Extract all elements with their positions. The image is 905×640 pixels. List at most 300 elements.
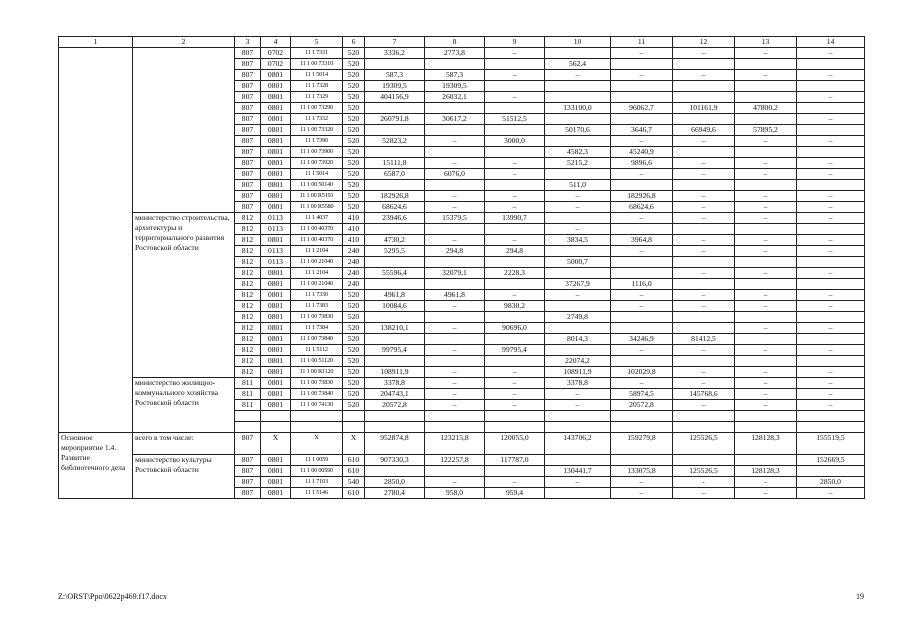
table-cell: – [485,169,545,180]
table-cell: – [673,136,735,147]
table-cell: 11 1 00 50140 [291,180,343,191]
table-cell: – [735,268,797,279]
table-cell: – [673,235,735,246]
table-cell: 11 1 7383 [291,301,343,312]
table-cell: – [485,290,545,301]
table-cell [735,455,797,466]
table-cell: 11 1 4037 [291,213,343,224]
table-cell: X [291,433,343,455]
table-cell: 4582,3 [545,147,611,158]
empty-cell [235,411,261,422]
empty-cell [485,411,545,422]
table-cell: 807 [235,136,261,147]
table-cell: – [797,345,865,356]
table-cell: 20572,8 [611,400,673,411]
table-cell [797,224,865,235]
table-cell: 520 [343,158,365,169]
table-row [59,433,865,444]
table-cell: 50170,6 [545,125,611,136]
table-cell: – [735,191,797,202]
table-cell: 11 1 00 R5580 [291,202,343,213]
table-cell [735,224,797,235]
empty-cell [797,422,865,433]
table-cell: – [485,92,545,103]
table-cell [735,356,797,367]
table-cell: – [797,70,865,81]
table-cell: 240 [343,257,365,268]
empty-cell [133,48,235,213]
table-cell: – [485,367,545,378]
table-cell: – [545,400,611,411]
table-cell: 90696,0 [485,323,545,334]
table-cell: – [735,323,797,334]
table-cell: 812 [235,323,261,334]
table-cell [485,356,545,367]
table-cell: – [673,400,735,411]
table-cell: – [735,169,797,180]
table-cell [611,114,673,125]
executor-cell: всего в том числе: [133,433,235,455]
table-cell: 11 1 00 73830 [291,312,343,323]
table-cell [425,334,485,345]
table-cell: 11 1 00 73320 [291,125,343,136]
table-cell [425,59,485,70]
table-cell: 11 1 00 R1120 [291,367,343,378]
table-cell: 0113 [261,213,291,224]
table-cell [365,147,425,158]
table-cell: 120055,0 [485,433,545,455]
header-cell: 14 [797,37,865,48]
table-cell: – [611,169,673,180]
table-cell: 807 [235,48,261,59]
table-cell: 57895,2 [735,125,797,136]
table-cell: 812 [235,268,261,279]
table-cell: 81412,5 [673,334,735,345]
table-cell [611,323,673,334]
table-cell: – [735,488,797,499]
table-cell: 812 [235,235,261,246]
table-cell: 68624,6 [611,202,673,213]
table-cell: 812 [235,224,261,235]
table-cell [365,279,425,290]
table-cell [425,125,485,136]
table-cell: – [485,400,545,411]
table-cell: 11 1 00 73830 [291,378,343,389]
table-cell: – [735,158,797,169]
table-cell: 807 [235,92,261,103]
table-cell [735,59,797,70]
table-cell [365,180,425,191]
table-cell: – [673,345,735,356]
table-cell: 0801 [261,191,291,202]
table-cell: 11 1 00 40370 [291,235,343,246]
table-cell [673,312,735,323]
table-cell: – [673,290,735,301]
table-cell: – [735,202,797,213]
table-cell: 11 1 00 74130 [291,400,343,411]
table-cell: 10084,6 [365,301,425,312]
table-cell: 294,8 [425,246,485,257]
table-cell: – [485,378,545,389]
table-cell: 9896,6 [611,158,673,169]
table-cell: 66949,6 [673,125,735,136]
table-cell: 511,0 [545,180,611,191]
table-cell: 108911,9 [545,367,611,378]
table-cell: 807 [235,147,261,158]
table-cell: 11 1 2104 [291,246,343,257]
table-cell [485,103,545,114]
table-cell: 812 [235,279,261,290]
empty-cell [673,422,735,433]
table-cell [485,279,545,290]
table-cell [797,356,865,367]
executor-cell: министерство строительства, архитектуры и территориального развития Ростовской области [133,213,235,378]
header-cell: 4 [261,37,291,48]
table-cell: – [425,202,485,213]
table-cell: – [425,136,485,147]
table-cell: 0801 [261,125,291,136]
table-cell: – [425,389,485,400]
table-cell: 102029,8 [611,367,673,378]
table-cell: 34246,9 [611,334,673,345]
table-cell: – [673,169,735,180]
document-page [58,36,864,601]
table-cell: – [485,48,545,59]
header-cell: 5 [291,37,343,48]
table-cell: 0801 [261,301,291,312]
table-cell: 520 [343,114,365,125]
table-cell: 520 [343,367,365,378]
table-cell: 610 [343,455,365,466]
table-cell: 0801 [261,367,291,378]
table-cell [797,59,865,70]
table-cell: 0801 [261,158,291,169]
table-cell: – [735,367,797,378]
table-cell: 15379,5 [425,213,485,224]
executor-cell: министерство жилищно-коммунального хозяйства Ростовской области [133,378,235,433]
table-row [59,455,865,466]
table-cell [797,147,865,158]
empty-cell [291,422,343,433]
table-cell: 410 [343,235,365,246]
table-cell [673,180,735,191]
empty-cell [545,422,611,433]
table-cell: – [673,48,735,59]
table-cell: 128128,3 [735,466,797,477]
table-cell: 19309,5 [425,81,485,92]
table-cell: 4961,8 [425,290,485,301]
table-cell: – [797,235,865,246]
table-cell: 0801 [261,345,291,356]
table-cell: 11 1 7384 [291,323,343,334]
table-cell: 11 1 7103 [291,477,343,488]
table-row [59,48,865,59]
table-cell: 807 [235,81,261,92]
table-cell: 520 [343,147,365,158]
table-cell: 587,3 [425,70,485,81]
table-cell [797,125,865,136]
table-cell: 0113 [261,246,291,257]
table-cell: – [611,48,673,59]
table-cell: 807 [235,466,261,477]
table-cell: 108911,9 [365,367,425,378]
table-cell: 0801 [261,356,291,367]
table-cell: – [425,400,485,411]
table-cell: – [797,213,865,224]
table-cell [545,48,611,59]
budget-table [58,36,865,499]
table-cell: 0801 [261,400,291,411]
table-cell: 0801 [261,180,291,191]
table-cell: – [797,114,865,125]
table-cell: 159279,8 [611,433,673,455]
table-cell: 0113 [261,224,291,235]
table-cell: 0801 [261,169,291,180]
table-cell: – [611,378,673,389]
table-cell: 6587,0 [365,169,425,180]
table-cell: – [425,345,485,356]
table-cell: 807 [235,202,261,213]
table-cell: – [735,213,797,224]
table-cell: – [673,246,735,257]
table-cell: 240 [343,268,365,279]
table-cell: 11 1 00 73840 [291,389,343,400]
table-cell: 11 1 00 73920 [291,158,343,169]
table-cell: 11 1 7330 [291,290,343,301]
table-cell: 520 [343,334,365,345]
table-cell: 404156,9 [365,92,425,103]
header-row [59,37,865,48]
table-cell: 520 [343,356,365,367]
table-cell: – [611,477,673,488]
table-cell [365,466,425,477]
table-cell: – [797,323,865,334]
table-cell [735,312,797,323]
table-cell: 812 [235,301,261,312]
table-cell [545,345,611,356]
table-cell: 5295,5 [365,246,425,257]
file-path: Z:\ORST\Ppo\0622p469.f17.docx [58,592,167,601]
table-cell [673,257,735,268]
table-cell [673,114,735,125]
table-cell: 11 1 00 73310 [291,59,343,70]
table-cell: 520 [343,400,365,411]
table-cell [797,81,865,92]
table-cell: 0801 [261,389,291,400]
table-cell [485,334,545,345]
table-cell: 0801 [261,81,291,92]
table-cell: 152669,5 [797,455,865,466]
table-cell [735,180,797,191]
table-cell: – [735,70,797,81]
table-cell: 812 [235,334,261,345]
table-cell: 11 1 00 73900 [291,147,343,158]
table-cell: – [735,235,797,246]
table-cell: – [545,389,611,400]
table-cell: 807 [235,125,261,136]
empty-cell [735,411,797,422]
table-cell: 23946,6 [365,213,425,224]
table-cell: – [485,477,545,488]
table-cell: 11 1 5014 [291,169,343,180]
table-cell: 51512,5 [485,114,545,125]
header-cell: 1 [59,37,133,48]
table-cell [611,356,673,367]
table-cell: 0801 [261,378,291,389]
table-cell: – [611,301,673,312]
table-cell [611,268,673,279]
table-cell: – [425,235,485,246]
table-cell: – [425,367,485,378]
table-cell: 520 [343,345,365,356]
table-cell: 30617,2 [425,114,485,125]
table-cell: 11 1 00 R5191 [291,191,343,202]
table-cell: – [545,224,611,235]
page-number: 19 [856,592,864,601]
table-cell: 3378,8 [365,378,425,389]
table-cell [673,59,735,70]
table-cell: 2850,0 [797,477,865,488]
header-cell: 8 [425,37,485,48]
table-cell: – [797,92,865,103]
table-cell: 240 [343,246,365,257]
empty-cell [611,422,673,433]
table-cell: 0801 [261,147,291,158]
table-cell [611,312,673,323]
table-cell: 8014,3 [545,334,611,345]
table-cell [735,279,797,290]
table-cell: – [673,488,735,499]
table-cell [545,81,611,92]
table-cell: 11 1 5112 [291,345,343,356]
table-cell: 96062,7 [611,103,673,114]
table-cell: 0801 [261,323,291,334]
table-cell [797,312,865,323]
table-cell: 3378,8 [545,378,611,389]
table-cell: – [545,290,611,301]
table-cell: 807 [235,477,261,488]
table-cell: 145768,6 [673,389,735,400]
table-cell: 807 [235,70,261,81]
table-cell: 520 [343,312,365,323]
header-cell: 11 [611,37,673,48]
table-cell [485,125,545,136]
table-cell: 20572,8 [365,400,425,411]
table-cell: – [797,191,865,202]
empty-cell [797,411,865,422]
table-cell: – [673,158,735,169]
table-cell [611,455,673,466]
empty-cell [485,422,545,433]
table-cell [545,92,611,103]
table-cell [797,466,865,477]
table-cell: 182926,8 [365,191,425,202]
table-cell: – [797,158,865,169]
header-cell: 10 [545,37,611,48]
table-cell [735,147,797,158]
header-cell: 3 [235,37,261,48]
table-cell: 99795,4 [485,345,545,356]
table-cell: – [797,367,865,378]
table-cell: 133100,0 [545,103,611,114]
table-cell: 0801 [261,312,291,323]
table-cell [365,257,425,268]
table-cell: 520 [343,290,365,301]
table-cell [611,92,673,103]
table-cell: 11 1 7390 [291,136,343,147]
header-cell: 7 [365,37,425,48]
empty-cell [261,411,291,422]
table-cell [673,224,735,235]
table-cell: 807 [235,191,261,202]
table-cell: 520 [343,92,365,103]
table-cell [425,147,485,158]
table-cell: 155519,5 [797,433,865,455]
table-cell: – [485,158,545,169]
table-cell [545,114,611,125]
empty-cell [425,411,485,422]
table-cell: – [611,345,673,356]
table-cell: – [425,301,485,312]
table-cell: 807 [235,433,261,455]
table-cell: 562,4 [545,59,611,70]
table-cell: – [797,290,865,301]
table-cell: 0801 [261,235,291,246]
table-cell: 520 [343,389,365,400]
header-cell: 6 [343,37,365,48]
table-cell: – [735,345,797,356]
table-cell: 133075,8 [611,466,673,477]
table-cell: 520 [343,48,365,59]
table-cell: 520 [343,59,365,70]
table-cell: – [611,70,673,81]
table-cell: 11 1 2104 [291,268,343,279]
table-cell [673,92,735,103]
table-cell: 204743,1 [365,389,425,400]
table-cell: 807 [235,103,261,114]
table-cell: – [673,202,735,213]
table-cell: – [611,488,673,499]
table-cell: 13990,7 [485,213,545,224]
table-cell [545,169,611,180]
table-cell: – [673,268,735,279]
table-cell [611,180,673,191]
table-cell: – [485,389,545,400]
empty-cell [673,411,735,422]
table-cell: 128128,3 [735,433,797,455]
table-cell: – [797,268,865,279]
table-cell: – [797,169,865,180]
table-cell: 138210,1 [365,323,425,334]
table-cell: 3336,2 [365,48,425,59]
header-cell: 9 [485,37,545,48]
table-cell: 907330,3 [365,455,425,466]
table-cell: 0801 [261,466,291,477]
table-cell [425,356,485,367]
table-cell: 0801 [261,202,291,213]
table-cell: 1116,0 [611,279,673,290]
table-cell: 0801 [261,92,291,103]
table-cell [797,279,865,290]
table-cell: 11 1 00 40370 [291,224,343,235]
table-cell: 11 1 5146 [291,488,343,499]
table-cell: 122257,8 [425,455,485,466]
table-cell: – [673,378,735,389]
table-cell: 807 [235,488,261,499]
table-cell: 11 1 00 21040 [291,257,343,268]
table-cell: 811 [235,389,261,400]
table-cell [365,125,425,136]
